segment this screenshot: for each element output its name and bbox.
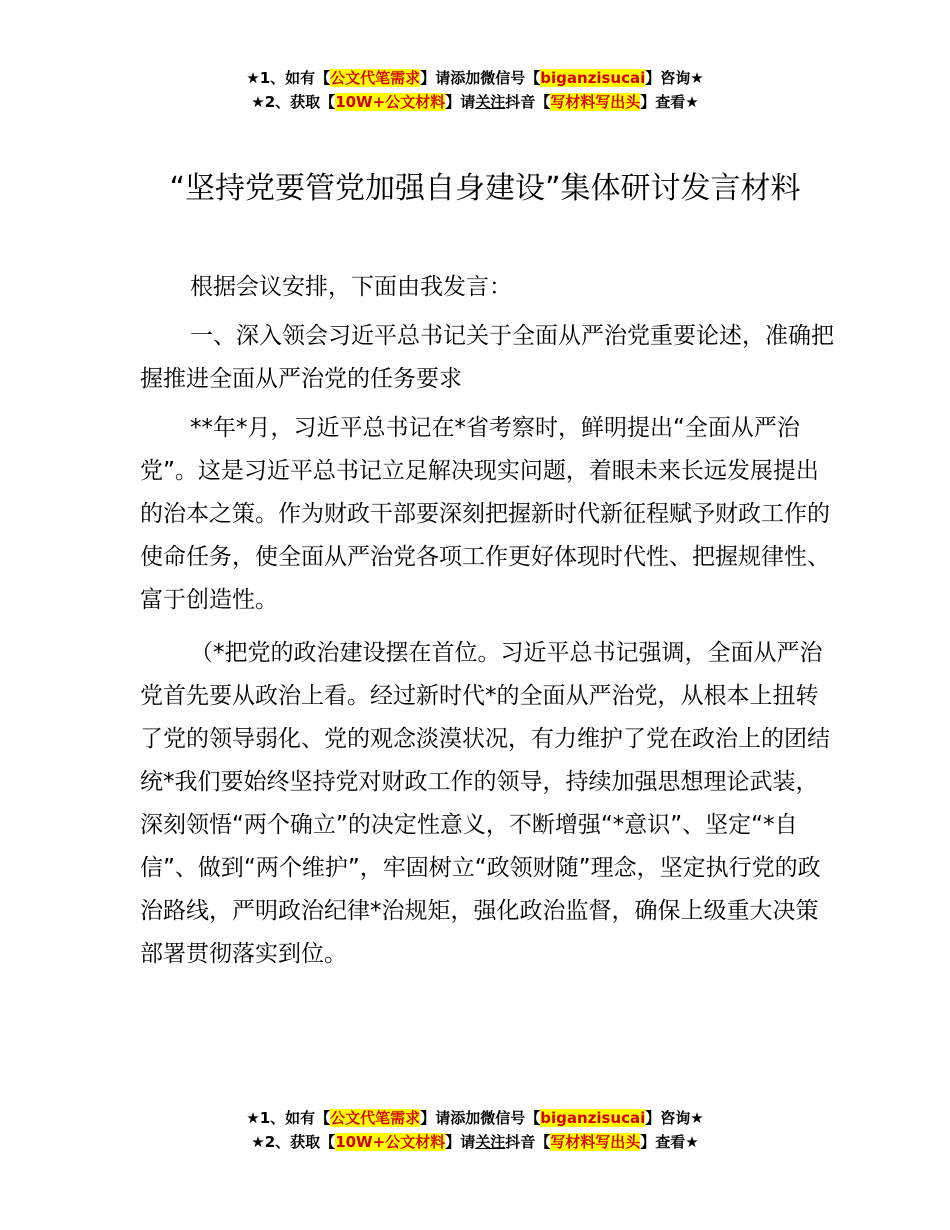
highlight-douyin: 写材料写出头: [550, 93, 641, 111]
banner-line-2: ★2、获取【10W+公文材料】请关注抖音【写材料写出头】查看★: [251, 93, 699, 111]
highlight-materials: 10W+公文材料: [335, 1133, 446, 1151]
footer-line-2: ★2、获取【10W+公文材料】请关注抖音【写材料写出头】查看★: [251, 1133, 699, 1151]
highlight-service: 公文代笔需求: [330, 69, 421, 87]
paragraph-heading-1: 一、深入领会习近平总书记关于全面从严治党重要论述，准确把握推进全面从严治党的任务要求: [140, 323, 834, 392]
document-body: [140, 266, 840, 976]
highlight-service: 公文代笔需求: [330, 1109, 421, 1127]
highlight-wechat-id: biganzisucai: [540, 1109, 646, 1127]
banner-line-1: ★1、如有【公文代笔需求】请添加微信号【biganzisucai】咨询★: [246, 69, 704, 87]
document-title: “坚持党要管党加强自身建设”集体研讨发言材料: [169, 171, 801, 206]
paragraph-intro: 根据会议安排，下面由我发言：: [190, 274, 512, 300]
highlight-wechat-id: biganzisucai: [540, 69, 646, 87]
highlight-douyin: 写材料写出头: [550, 1133, 641, 1151]
header-banner: [0, 66, 950, 114]
underline-follow: 关注: [475, 1133, 506, 1151]
underline-follow: 关注: [475, 93, 506, 111]
footer-line-1: ★1、如有【公文代笔需求】请添加微信号【biganzisucai】咨询★: [246, 1109, 704, 1127]
paragraph-2: **年*月，习近平总书记在*省考察时，鲜明提出“全面从严治党”。这是习近平总书记立足解决现实问题，着眼未来长远发展提出的治本之策。作为财政干部要深刻把握新时代新征程赋予财政工作的使命任务，使全面从严治党各项工作更好体现时代性、把握规律性、富于创造性。: [140, 415, 830, 613]
highlight-materials: 10W+公文材料: [335, 93, 446, 111]
footer-banner: [0, 1106, 950, 1154]
paragraph-3: （*把党的政治建设摆在首位。习近平总书记强调，全面从严治党首先要从政治上看。经过新时代*的全面从严治党，从根本上扭转了党的领导弱化、党的观念淡漠状况，有力维护了党在政治上的团结统*我们要始终坚持党对财政工作的领导，持续加强思想理论武装，深刻领悟“两个确立”的决定性意义，不断增强“*意识”、坚定“*自信”、做到“两个维护”，牢固树立“政领财随”理念，坚定执行党的政治路线，严明政治纪律*治规矩，强化政治监督，确保上级重大决策部署贯彻落实到位。: [140, 640, 830, 967]
